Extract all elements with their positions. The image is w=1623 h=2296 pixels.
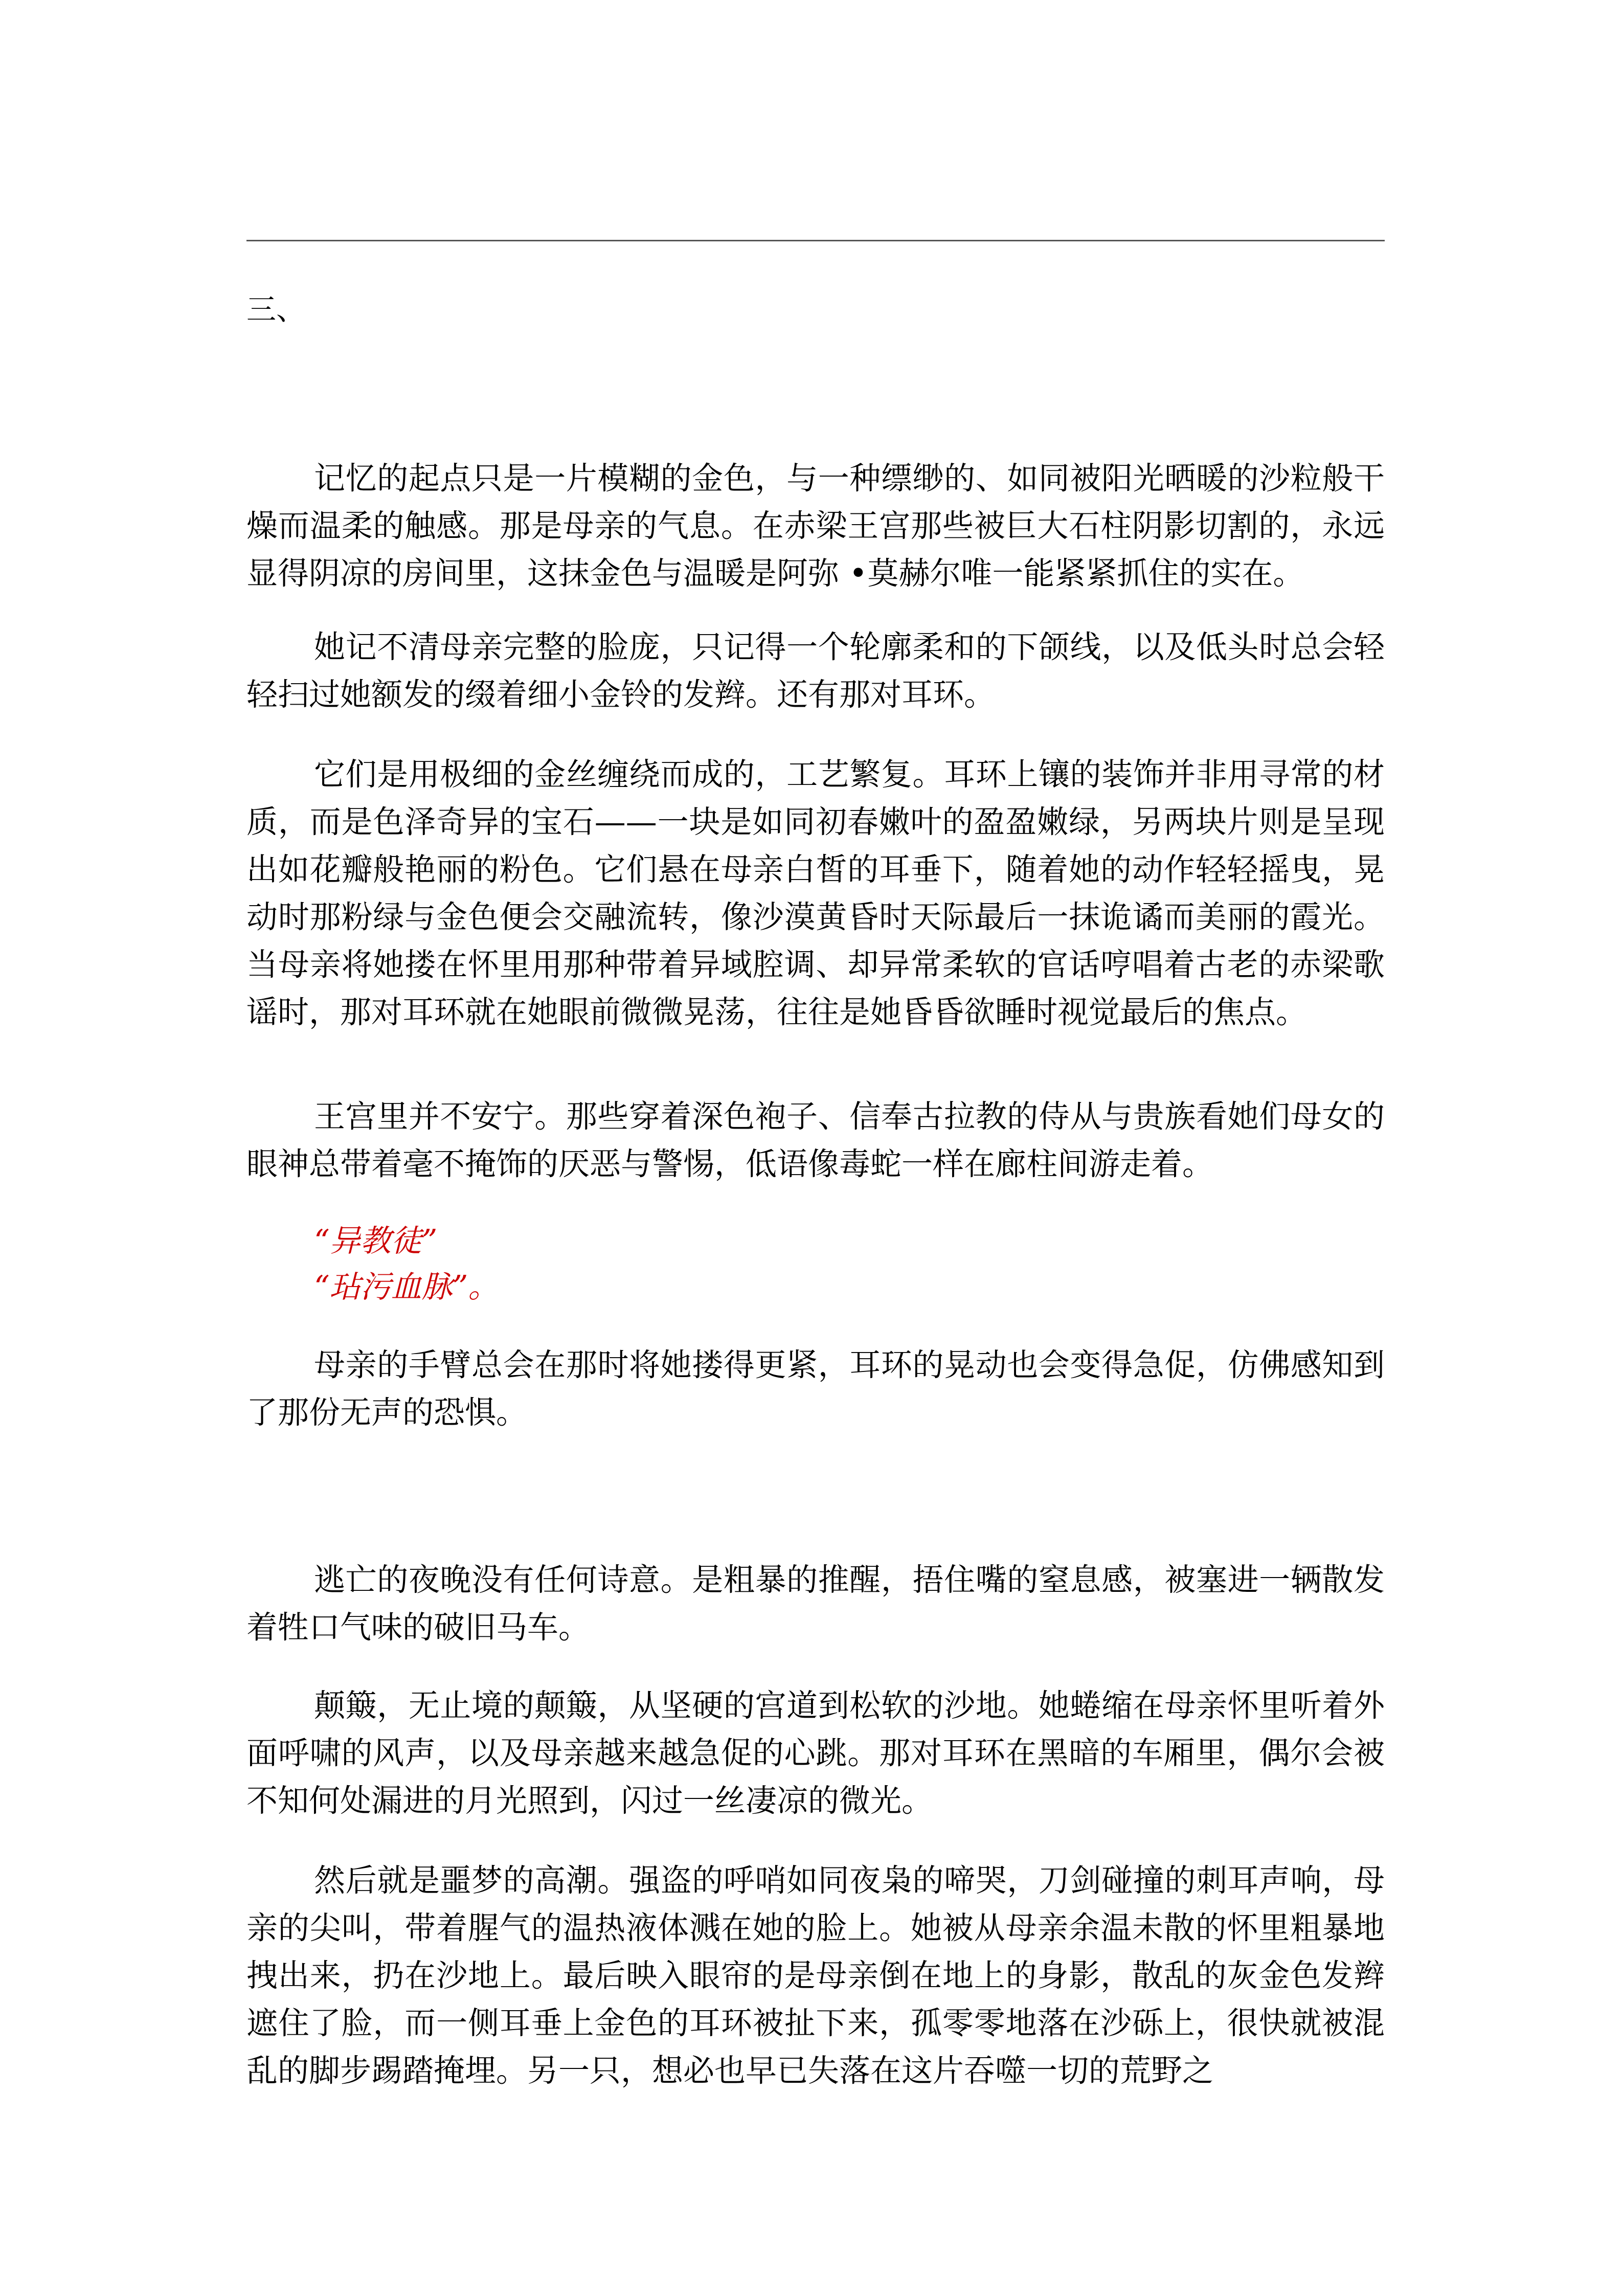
paragraph-8: 然后就是噩梦的高潮。强盗的呼哨如同夜枭的啼哭，刀剑碰撞的刺耳声响，母亲的尖叫，带着腥气的温热液体溅在她的脸上。她被从母亲余温未散的怀里粗暴地拽出来，扔在沙地上。最后映入眼帘的是母亲倒在地上的身影，散乱的灰金色发辫遮住了脸，而一侧耳垂上金色的耳环被扯下来，孤零零地落在沙砾上，很快就被混乱的脚步踢踏掩埋。另一只，想必也早已失落在这片吞噬一切的荒野之	[246, 1862, 1385, 2089]
paragraph-3: 它们是用极细的金丝缠绕而成的，工艺繁复。耳环上镶的装饰并非用寻常的材质，而是色泽奇异的宝石——一块是如同初春嫩叶的盈盈嫩绿，另两块片则是呈现出如花瓣般艳丽的粉色。它们悬在母亲白皙的耳垂下，随着她的动作轻轻摇曳，晃动时那粉绿与金色便会交融流转，像沙漠黄昏时天际最后一抹诡谲而美丽的霞光。当母亲将她搂在怀里用那种带着异域腔调、却异常柔软的官话哼唱着古老的赤梁歌谣时，那对耳环就在她眼前微微晃荡，往往是她昏昏欲睡时视觉最后的焦点。	[246, 756, 1385, 1030]
quote-tainted-blood: “玷污血脉”。	[314, 1269, 499, 1305]
paragraph-2: 她记不清母亲完整的脸庞，只记得一个轮廓柔和的下颌线，以及低头时总会轻轻扫过她额发的缀着细小金铃的发辫。还有那对耳环。	[246, 629, 1385, 713]
paragraph-5: 母亲的手臂总会在那时将她搂得更紧，耳环的晃动也会变得急促，仿佛感知到了那份无声的恐惧。	[246, 1347, 1385, 1431]
quote-heretic: “异教徒”	[314, 1223, 438, 1259]
section-title: 三、	[246, 292, 306, 327]
paragraph-4: 王宫里并不安宁。那些穿着深色袍子、信奉古拉教的侍从与贵族看她们母女的眼神总带着毫不掩饰的厌恶与警惕，低语像毒蛇一样在廊柱间游走着。	[246, 1098, 1385, 1182]
paragraph-1: 记忆的起点只是一片模糊的金色，与一种缥缈的、如同被阳光晒暖的沙粒般干燥而温柔的触感。那是母亲的气息。在赤梁王宫那些被巨大石柱阴影切割的，永远显得阴凉的房间里，这抹金色与温暖是阿弥 •莫赫尔唯一能紧紧抓住的实在。	[246, 460, 1385, 592]
paragraph-6: 逃亡的夜晚没有任何诗意。是粗暴的推醒，捂住嘴的窒息感，被塞进一辆散发着牲口气味的破旧马车。	[246, 1562, 1385, 1646]
header-rule	[246, 240, 1385, 241]
paragraph-7: 颠簸，无止境的颠簸，从坚硬的宫道到松软的沙地。她蜷缩在母亲怀里听着外面呼啸的风声，以及母亲越来越急促的心跳。那对耳环在黑暗的车厢里，偶尔会被不知何处漏进的月光照到，闪过一丝凄凉的微光。	[246, 1687, 1385, 1819]
